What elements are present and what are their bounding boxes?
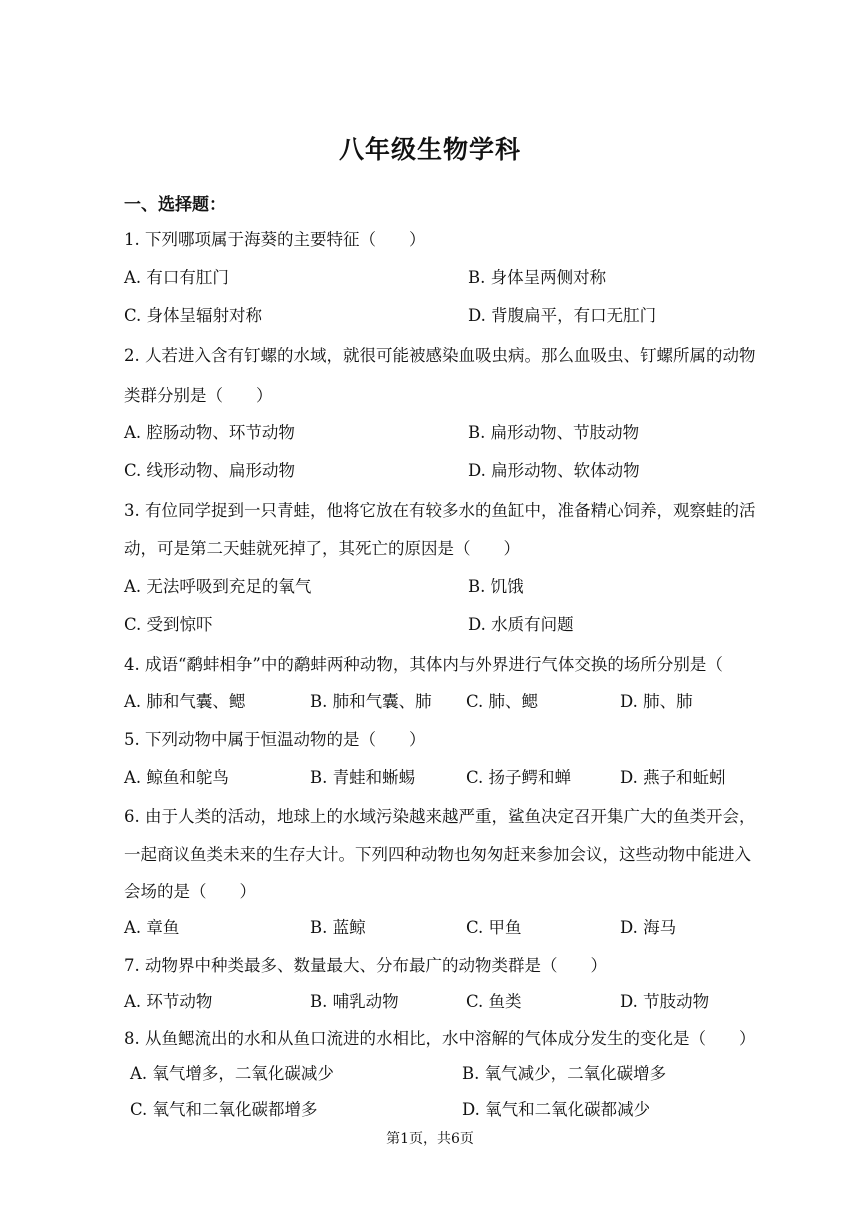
question-4-option-b[interactable]: B. 肺和气囊、肺 bbox=[310, 692, 432, 711]
question-4-stem: 4. 成语“鹬蚌相争”中的鹬蚌两种动物，其体内与外界进行气体交换的场所分别是（ bbox=[124, 655, 723, 674]
question-8-stem: 8. 从鱼鳃流出的水和从鱼口流进的水相比，水中溶解的气体成分发生的变化是（ ） bbox=[124, 1029, 756, 1048]
question-4-option-a[interactable]: A. 肺和气囊、鳃 bbox=[124, 692, 246, 711]
question-5-option-c[interactable]: C. 扬子鳄和蝉 bbox=[466, 768, 572, 787]
question-1-stem: 1. 下列哪项属于海葵的主要特征（ ） bbox=[124, 230, 426, 249]
page-title: 八年级生物学科 bbox=[338, 135, 521, 164]
question-5-option-d[interactable]: D. 燕子和蚯蚓 bbox=[620, 768, 726, 787]
question-6-stem-line-2: 一起商议鱼类未来的生存大计。下列四种动物也匆匆赶来参加会议，这些动物中能进入 bbox=[124, 845, 751, 864]
question-8-option-b[interactable]: B. 氧气减少，二氧化碳增多 bbox=[462, 1064, 667, 1083]
section-heading: 一、选择题： bbox=[124, 195, 226, 215]
question-5-option-a[interactable]: A. 鲸鱼和鸵鸟 bbox=[124, 768, 229, 787]
question-2-stem-line-1: 2. 人若进入含有钉螺的水域，就很可能被感染血吸虫病。那么血吸虫、钉螺所属的动物 bbox=[124, 346, 756, 365]
question-1-option-c[interactable]: C. 身体呈辐射对称 bbox=[124, 306, 263, 325]
question-1-option-b[interactable]: B. 身体呈两侧对称 bbox=[468, 268, 607, 287]
question-7-option-b[interactable]: B. 哺乳动物 bbox=[310, 992, 399, 1011]
page-footer: 第1页，共6页 bbox=[386, 1131, 474, 1147]
question-4-option-d[interactable]: D. 肺、肺 bbox=[620, 692, 693, 711]
question-6-stem-line-1: 6. 由于人类的活动，地球上的水域污染越来越严重，鲨鱼决定召开集广大的鱼类开会， bbox=[124, 807, 756, 826]
question-1-option-a[interactable]: A. 有口有肛门 bbox=[124, 268, 229, 287]
question-2-option-d[interactable]: D. 扁形动物、软体动物 bbox=[468, 461, 640, 480]
question-4-option-c[interactable]: C. 肺、鳃 bbox=[466, 692, 539, 711]
question-3-stem-line-2: 动，可是第二天蛙就死掉了，其死亡的原因是（ ） bbox=[124, 539, 520, 558]
question-3-option-b[interactable]: B. 饥饿 bbox=[468, 577, 524, 596]
question-3-option-a[interactable]: A. 无法呼吸到充足的氧气 bbox=[124, 577, 312, 596]
question-7-option-d[interactable]: D. 节肢动物 bbox=[620, 992, 710, 1011]
question-8-option-d[interactable]: D. 氧气和二氧化碳都减少 bbox=[462, 1100, 651, 1119]
question-2-option-b[interactable]: B. 扁形动物、节肢动物 bbox=[468, 423, 640, 442]
question-3-stem-line-1: 3. 有位同学捉到一只青蛙，他将它放在有较多水的鱼缸中，准备精心饲养，观察蛙的活 bbox=[124, 501, 756, 520]
question-3-option-d[interactable]: D. 水质有问题 bbox=[468, 615, 574, 634]
question-7-stem: 7. 动物界中种类最多、数量最大、分布最广的动物类群是（ ） bbox=[124, 956, 607, 975]
question-7-option-a[interactable]: A. 环节动物 bbox=[124, 992, 213, 1011]
question-6-option-c[interactable]: C. 甲鱼 bbox=[466, 918, 522, 937]
question-2-stem-line-2: 类群分别是（ ） bbox=[124, 386, 273, 405]
question-2-option-c[interactable]: C. 线形动物、扁形动物 bbox=[124, 461, 296, 480]
question-8-option-a[interactable]: A. 氧气增多，二氧化碳减少 bbox=[130, 1064, 334, 1083]
question-6-option-b[interactable]: B. 蓝鲸 bbox=[310, 918, 366, 937]
question-6-option-a[interactable]: A. 章鱼 bbox=[124, 918, 180, 937]
question-6-option-d[interactable]: D. 海马 bbox=[620, 918, 677, 937]
question-7-option-c[interactable]: C. 鱼类 bbox=[466, 992, 522, 1011]
question-8-option-c[interactable]: C. 氧气和二氧化碳都增多 bbox=[130, 1100, 318, 1119]
question-1-option-d[interactable]: D. 背腹扁平，有口无肛门 bbox=[468, 306, 657, 325]
question-5-stem: 5. 下列动物中属于恒温动物的是（ ） bbox=[124, 730, 426, 749]
question-6-stem-line-3: 会场的是（ ） bbox=[124, 882, 256, 901]
question-3-option-c[interactable]: C. 受到惊吓 bbox=[124, 615, 213, 634]
question-5-option-b[interactable]: B. 青蛙和蜥蜴 bbox=[310, 768, 416, 787]
question-2-option-a[interactable]: A. 腔肠动物、环节动物 bbox=[124, 423, 295, 442]
